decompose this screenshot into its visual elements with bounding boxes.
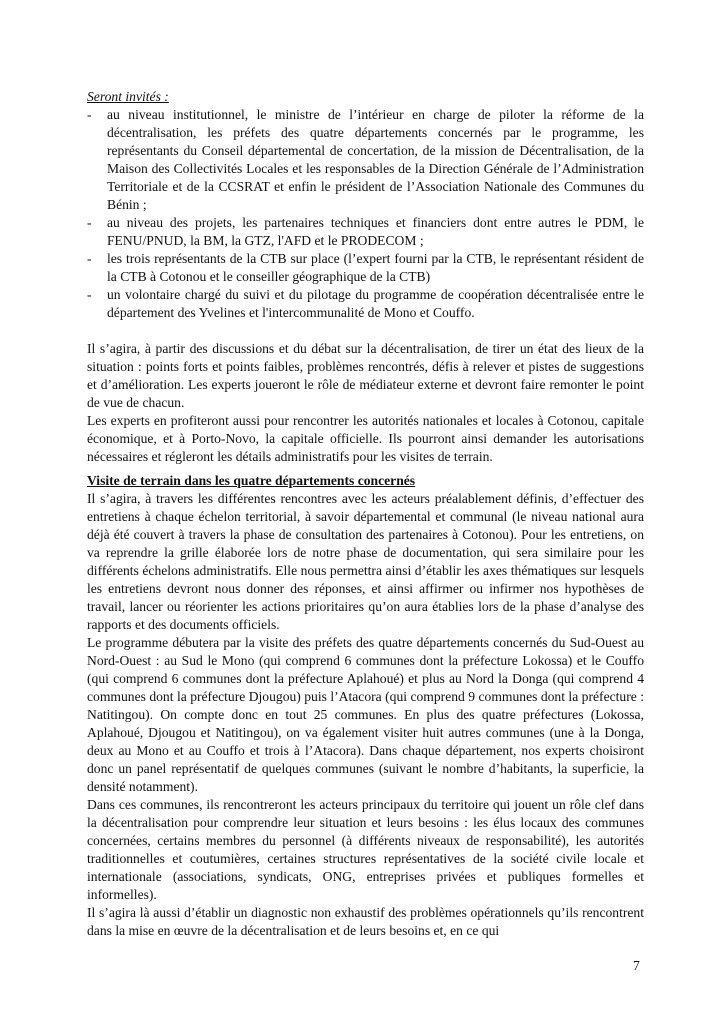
paragraph-intro: Il s’agira, à partir des discussions et du débat sur la décentralisation, de tirer un état des lieux de la situation : points forts et points faibles, problèmes rencontrés, défis à relever et pistes de suggestions et d’amélioration. Les experts joueront le rôle de médiateur externe et devront faire remonter le point de vue de chacun. xyxy=(87,341,644,410)
page-number: 7 xyxy=(633,958,640,973)
invites-list xyxy=(87,106,644,322)
section-paragraph: Il s’agira là aussi d’établir un diagnostic non exhaustif des problèmes opérationnels qu’ils rencontrent dans la mise en œuvre de la décentralisation et de leurs besoins et, en ce qui xyxy=(87,905,644,938)
list-item: - au niveau institutionnel, le ministre de l’intérieur en charge de piloter la réforme de la décentralisation, les préfets des quatre départements concernés par le programme, les représentants du Conseil départemental de concertation, de la mission de Décentralisation, de la Maison des Collectivités Locales et les responsables de la Direction Générale de l’Administration Territoriale et de la CCSRAT et enfin le président de l’Association Nationale des Communes du Bénin ; xyxy=(87,106,644,214)
invites-heading: Seront invités : xyxy=(87,89,169,104)
section-paragraph: Dans ces communes, ils rencontreront les acteurs principaux du territoire qui jouent un rôle clef dans la décentralisation pour comprendre leur situation et leurs besoins : les élus locaux des communes concernées, certains membres du personnel (à différents niveaux de responsabilité), les autorités traditionnelles et coutumières, certaines structures représentatives de la société civile locale et internationale (associations, syndicats, ONG, entreprises privées et publiques formelles et informelles). xyxy=(87,797,644,902)
page-content xyxy=(87,88,644,940)
list-item: - un volontaire chargé du suivi et du pilotage du programme de coopération décentralisée entre le département des Yvelines et l'intercommunalité de Mono et Couffo. xyxy=(87,286,644,322)
section-paragraph: Le programme débutera par la visite des préfets des quatre départements concernés du Sud-Ouest au Nord-Ouest : au Sud le Mono (qui comprend 6 communes dont la préfecture Lokossa) et le Couffo (qui comprend 6 communes dont la préfecture Aplahoué) et plus au Nord la Donga (qui comprend 4 communes dont la préfecture Djougou) puis l’Atacora (qui comprend 9 communes dont la préfecture : Natitingou). On compte donc en tout 25 communes. En plus des quatre préfectures (Lokossa, Aplahoué, Djougou et Natitingou), on va également visiter huit autres communes (une à la Donga, deux au Mono et au Couffo et trois à l’Atacora). Dans chaque département, nos experts choisiront donc un panel représentatif de quelques communes (suivant le nombre d’habitants, la superficie, la densité notamment). xyxy=(87,635,644,794)
section-paragraph: Il s’agira, à travers les différentes rencontres avec les acteurs préalablement définis, d’effectuer des entretiens à chaque échelon territorial, à savoir départemental et communal (le niveau national aura déjà été couvert à travers la phase de consultation des partenaires à Cotonou). Pour les entretiens, on va reprendre la grille élaborée lors de notre phase de documentation, qui sera similaire pour les différents échelons administratifs. Elle nous permettra ainsi d’établir les axes thématiques sur lesquels les entretiens devront nous donner des réponses, et ainsi affirmer ou infirmer nos hypothèses de travail, lancer ou réorienter les actions prioritaires qu’on aura établies lors de la phase d’analyse des rapports et des documents officiels. xyxy=(87,491,644,632)
list-item: - au niveau des projets, les partenaires techniques et financiers dont entre autres le PDM, le FENU/PNUD, la BM, la GTZ, l'AFD et le PRODECOM ; xyxy=(87,214,644,250)
list-item: - les trois représentants de la CTB sur place (l’expert fourni par la CTB, le représentant résident de la CTB à Cotonou et le conseiller géographique de la CTB) xyxy=(87,250,644,286)
section-title: Visite de terrain dans les quatre départements concernés xyxy=(87,473,416,488)
paragraph-intro: Les experts en profiteront aussi pour rencontrer les autorités nationales et locales à Cotonou, capitale économique, et à Porto-Novo, la capitale officielle. Ils pourront ainsi demander les autorisations nécessaires et régleront les détails administratifs pour les visites de terrain. xyxy=(87,413,644,464)
